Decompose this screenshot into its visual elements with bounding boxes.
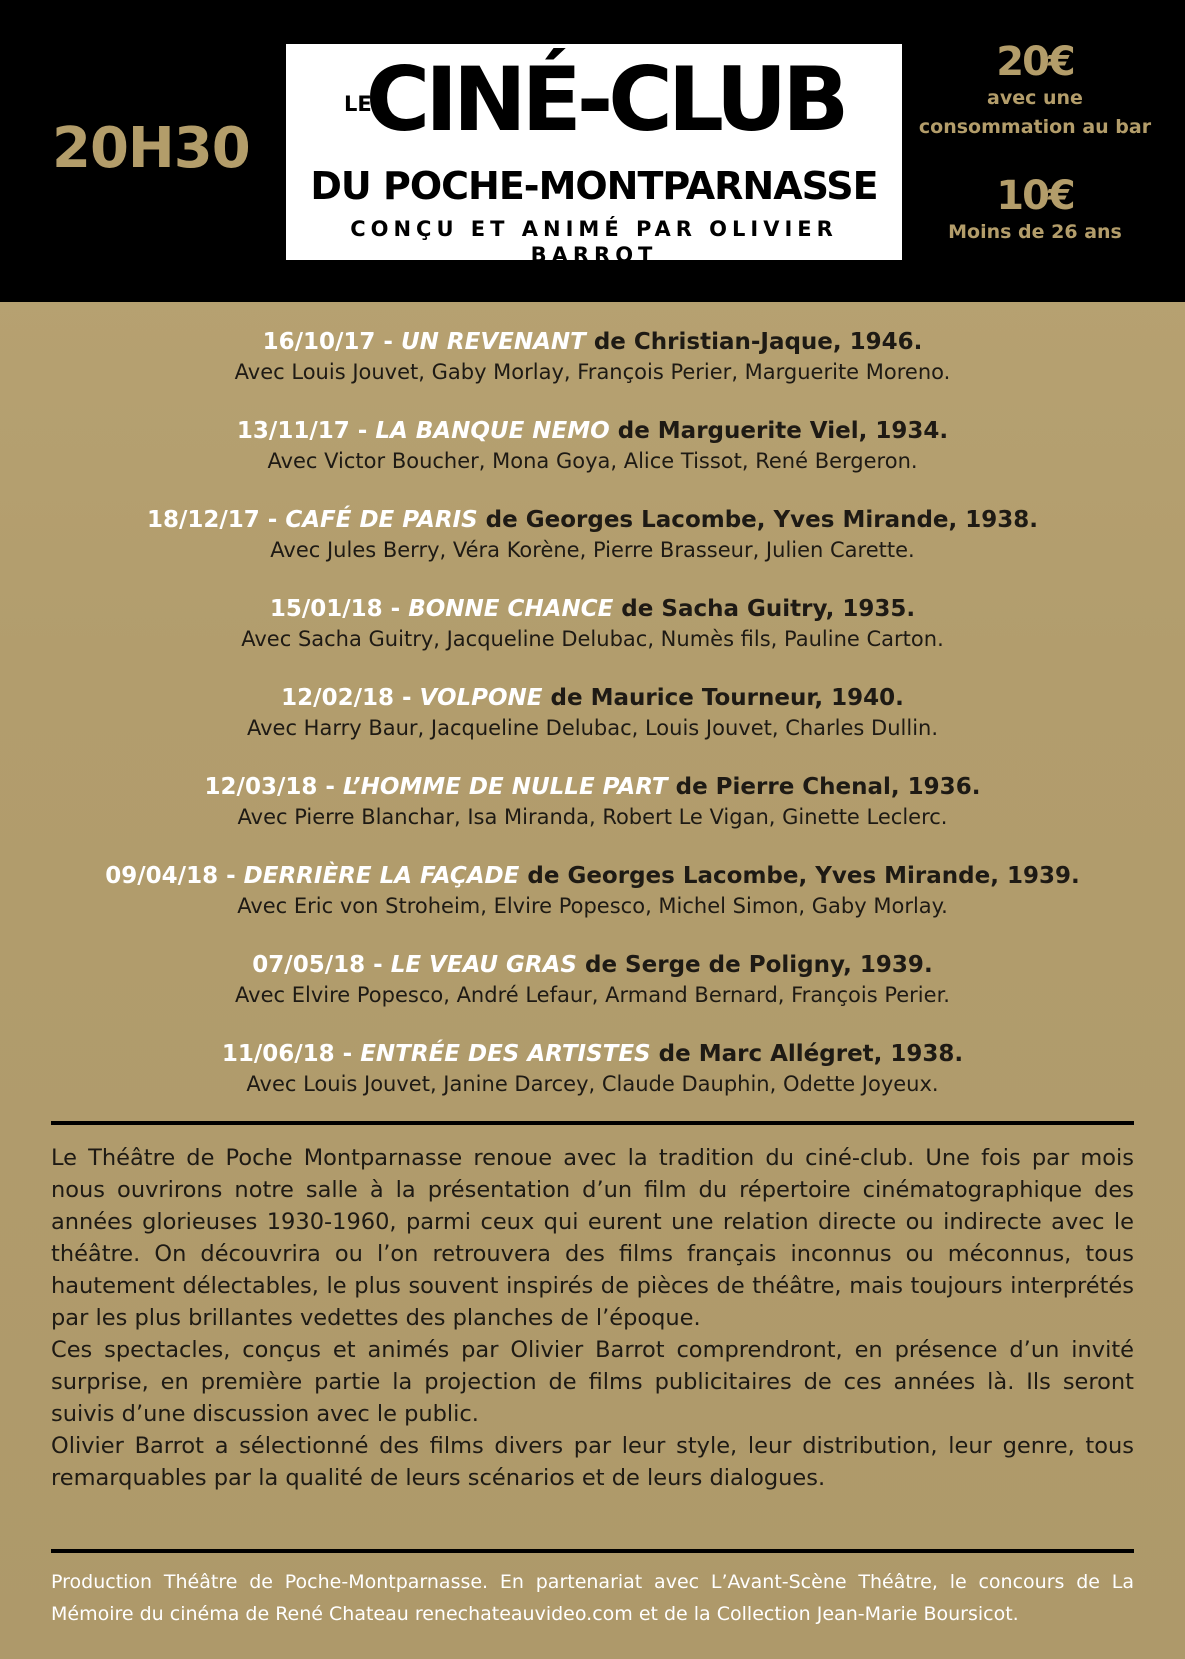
film-list [0,327,1185,1128]
film-title-line [0,594,1185,624]
list-item [0,683,1185,772]
logo-title: CINÉ-CLUB [365,48,845,151]
list-item [0,505,1185,594]
film-credit: de Maurice Tourneur, 1940. [542,685,904,711]
film-name: DERRIÈRE LA FAÇADE [243,863,520,889]
film-cast: Avec Harry Baur, Jacqueline Delubac, Louis Jouvet, Charles Dullin. [246,716,939,740]
film-name: LA BANQUE NEMO [375,418,610,444]
film-date: 11/06/18 - [221,1041,361,1067]
divider-bottom [51,1549,1134,1553]
price-full-amount: 20€ [996,39,1074,85]
description [51,1142,1134,1494]
film-date: 12/02/18 - [281,685,420,711]
price-full-note-1: avec une [987,87,1083,109]
film-credit: de Christian-Jaque, 1946. [585,329,923,355]
cine-club-logo [286,44,902,267]
film-title-line [0,1039,1185,1069]
price-full-note-2: consommation au bar [918,116,1152,138]
film-name: BONNE CHANCE [408,596,614,622]
film-credit: de Sacha Guitry, 1935. [613,596,916,622]
description-paragraph: Ces spectacles, conçus et animés par Olivier Barrot comprendront, en présence d’un invité surprise, en première partie la projection de films publicitaires de ces années là. Ils seront suivis d’une discussion avec le public. [51,1337,1134,1427]
film-cast: Avec Louis Jouvet, Gaby Morlay, François Perier, Marguerite Moreno. [234,360,951,384]
film-credit: de Marguerite Viel, 1934. [609,418,949,444]
film-cast: Avec Louis Jouvet, Janine Darcey, Claude Dauphin, Odette Joyeux. [246,1072,939,1096]
film-credit: de Serge de Poligny, 1939. [576,952,933,978]
film-name: UN REVENANT [400,329,586,355]
list-item [0,1039,1185,1128]
film-cast: Avec Pierre Blanchar, Isa Miranda, Robert Le Vigan, Ginette Leclerc. [237,805,948,829]
film-name: CAFÉ DE PARIS [285,507,478,533]
list-item [0,594,1185,683]
film-date: 18/12/17 - [146,507,286,533]
film-credit: de Georges Lacombe, Yves Mirande, 1938. [477,507,1039,533]
divider-top [51,1121,1134,1125]
film-date: 07/05/18 - [252,952,391,978]
price-reduced-note: Moins de 26 ans [948,221,1122,243]
logo-le: LE [344,92,372,116]
header-band [0,0,1185,302]
film-date: 09/04/18 - [105,863,244,889]
production-credits [51,1566,1134,1630]
film-title-line [0,861,1185,891]
film-cast: Avec Elvire Popesco, André Lefaur, Armand Bernard, François Perier. [235,983,950,1007]
show-time: 20H30 [52,116,250,181]
list-item [0,861,1185,950]
film-title-line [0,772,1185,802]
credits-text: Production Théâtre de Poche-Montparnasse. En partenariat avec L’Avant-Scène Théâtre, le concours de La Mémoire du cinéma de René Chateau renechateauvideo.com et de la Collection Jean-Marie Boursicot. [51,1571,1134,1625]
film-name: LE VEAU GRAS [390,952,577,978]
film-cast: Avec Eric von Stroheim, Elvire Popesco, Michel Simon, Gaby Morlay. [237,894,948,918]
film-name: ENTRÉE DES ARTISTES [360,1041,651,1067]
film-credit: de Marc Allégret, 1938. [650,1041,964,1067]
film-name: VOLPONE [419,685,543,711]
film-credit: de Georges Lacombe, Yves Mirande, 1939. [519,863,1080,889]
description-paragraph: Le Théâtre de Poche Montparnasse renoue avec la tradition du ciné-club. Une fois par mois nous ouvrirons notre salle à la présentation d’un film du répertoire cinématographique des années glorieuses 1930-1960, parmi ceux qui eurent une relation directe ou indirecte avec le théâtre. On découvrira ou l’on retrouvera des films français inconnus ou méconnus, tous hautement délectables, le plus souvent inspirés de pièces de théâtre, mais toujours interprétés par les plus brillantes vedettes des planches de l’époque. [51,1145,1134,1331]
film-cast: Avec Jules Berry, Véra Korène, Pierre Brasseur, Julien Carette. [270,538,915,562]
film-title-line [0,683,1185,713]
list-item [0,950,1185,1039]
list-item [0,327,1185,416]
price-reduced-amount: 10€ [996,173,1074,219]
film-title-line [0,327,1185,357]
film-title-line [0,950,1185,980]
film-date: 16/10/17 - [262,329,401,355]
film-credit: de Pierre Chenal, 1936. [667,774,981,800]
film-cast: Avec Sacha Guitry, Jacqueline Delubac, Numès fils, Pauline Carton. [241,627,944,651]
film-title-line [0,416,1185,446]
film-date: 13/11/17 - [236,418,376,444]
price-full [905,40,1165,142]
film-title-line [0,505,1185,535]
logo-subtitle: DU POCHE-MONTPARNASSE [310,164,878,208]
list-item [0,772,1185,861]
list-item [0,416,1185,505]
logo-tagline: CONÇU ET ANIMÉ PAR OLIVIER BARROT [350,217,838,267]
film-cast: Avec Victor Boucher, Mona Goya, Alice Tissot, René Bergeron. [267,449,918,473]
film-date: 12/03/18 - [204,774,343,800]
film-name: L’HOMME DE NULLE PART [342,774,668,800]
price-reduced [905,174,1165,247]
description-paragraph: Olivier Barrot a sélectionné des films divers par leur style, leur distribution, leur genre, tous remarquables par la qualité de leurs scénarios et de leurs dialogues. [51,1433,1134,1491]
film-date: 15/01/18 - [269,596,409,622]
